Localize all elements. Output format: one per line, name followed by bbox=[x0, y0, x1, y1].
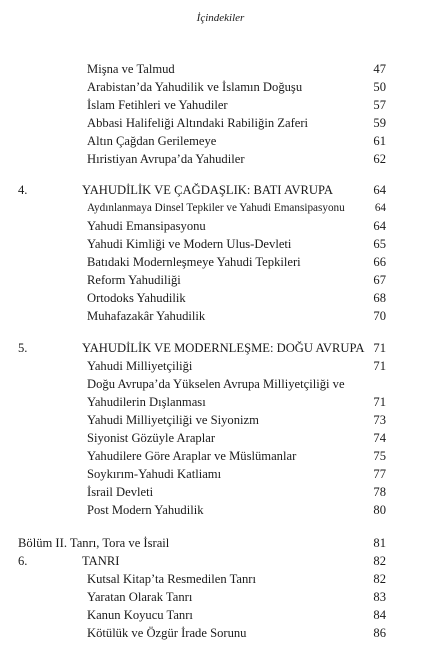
toc-entry bbox=[0, 97, 441, 114]
entry-page: 83 bbox=[373, 590, 386, 604]
toc-entry bbox=[0, 115, 441, 132]
chapter-title: TANRI bbox=[82, 554, 120, 568]
entry-title: Kötülük ve Özgür İrade Sorunu bbox=[87, 626, 247, 640]
toc-entry bbox=[0, 607, 441, 624]
entry-page: 57 bbox=[373, 98, 386, 112]
entry-title: Yahudi Emansipasyonu bbox=[87, 219, 206, 233]
toc-entry bbox=[0, 448, 441, 465]
toc-chapter bbox=[0, 340, 441, 357]
entry-page: 64 bbox=[374, 202, 386, 214]
entry-page: 66 bbox=[373, 255, 386, 269]
entry-page: 86 bbox=[373, 626, 386, 640]
entry-title: Post Modern Yahudilik bbox=[87, 503, 204, 517]
entry-title: Mişna ve Talmud bbox=[87, 62, 175, 76]
entry-title: Arabistan’da Yahudilik ve İslamın Doğuşu bbox=[87, 80, 303, 94]
entry-title: Hıristiyan Avrupa’da Yahudiler bbox=[87, 152, 245, 166]
entry-title: Ortodoks Yahudilik bbox=[87, 291, 186, 305]
entry-page: 64 bbox=[373, 183, 386, 197]
entry-page: 80 bbox=[373, 503, 386, 517]
entry-page: 82 bbox=[373, 554, 386, 568]
entry-page: 50 bbox=[373, 80, 386, 94]
chapter-title: YAHUDİLİK VE MODERNLEŞME: DOĞU AVRUPA bbox=[82, 341, 365, 355]
chapter-number: 5. bbox=[18, 341, 28, 355]
toc-entry bbox=[0, 430, 441, 447]
entry-page: 71 bbox=[373, 341, 386, 355]
entry-page: 71 bbox=[373, 395, 386, 409]
entry-page: 70 bbox=[373, 309, 386, 323]
entry-title: Kutsal Kitap’ta Resmedilen Tanrı bbox=[87, 572, 256, 586]
entry-title: Reform Yahudiliği bbox=[87, 273, 181, 287]
toc-entry bbox=[0, 133, 441, 150]
entry-page: 64 bbox=[373, 219, 386, 233]
entry-title: Kanun Koyucu Tanrı bbox=[87, 608, 193, 622]
entry-page: 82 bbox=[373, 572, 386, 586]
entry-page: 62 bbox=[373, 152, 386, 166]
entry-page: 78 bbox=[373, 485, 386, 499]
entry-title: Yahudi Milliyetçiliği ve Siyonizm bbox=[87, 413, 259, 427]
entry-page: 65 bbox=[373, 237, 386, 251]
entry-page: 71 bbox=[373, 359, 386, 373]
entry-page: 73 bbox=[373, 413, 386, 427]
entry-title: Yahudi Kimliği ve Modern Ulus-Devleti bbox=[87, 237, 292, 251]
part-title: Bölüm II. Tanrı, Tora ve İsrail bbox=[18, 536, 170, 550]
toc-entry bbox=[0, 466, 441, 483]
toc-entry bbox=[0, 394, 441, 411]
toc-entry bbox=[0, 625, 441, 642]
toc-entry bbox=[0, 254, 441, 271]
toc-entry bbox=[0, 151, 441, 168]
entry-title: Yahudi Milliyetçiliği bbox=[87, 359, 193, 373]
toc-entry bbox=[0, 200, 441, 217]
toc-entry bbox=[0, 61, 441, 78]
toc-entry bbox=[0, 589, 441, 606]
chapter-number: 4. bbox=[18, 183, 28, 197]
toc-part bbox=[0, 535, 441, 552]
entry-title: Yahudilerin Dışlanması bbox=[87, 395, 206, 409]
entry-title: Aydınlanmaya Dinsel Tepkiler ve Yahudi Emansipasyonu bbox=[87, 202, 345, 214]
entry-title: Siyonist Gözüyle Araplar bbox=[87, 431, 216, 445]
entry-title: Yaratan Olarak Tanrı bbox=[87, 590, 193, 604]
chapter-title: YAHUDİLİK VE ÇAĞDAŞLIK: BATI AVRUPA bbox=[82, 183, 333, 197]
toc-chapter bbox=[0, 553, 441, 570]
entry-title: Soykırım-Yahudi Katliamı bbox=[87, 467, 222, 481]
toc-entry bbox=[0, 79, 441, 96]
entry-title: Muhafazakâr Yahudilik bbox=[87, 309, 206, 323]
entry-title: Yahudilere Göre Araplar ve Müslümanlar bbox=[87, 449, 297, 463]
toc-entry bbox=[0, 571, 441, 588]
entry-page: 61 bbox=[373, 134, 386, 148]
toc-entry bbox=[0, 218, 441, 235]
toc-entry bbox=[0, 484, 441, 501]
toc-entry bbox=[0, 376, 441, 393]
toc-entry bbox=[0, 290, 441, 307]
entry-page: 74 bbox=[373, 431, 386, 445]
entry-title: İsrail Devleti bbox=[87, 485, 154, 499]
toc-chapter bbox=[0, 182, 441, 199]
entry-title: Abbasi Halifeliği Altındaki Rabiliğin Zaferi bbox=[87, 116, 309, 130]
toc-entry bbox=[0, 358, 441, 375]
entry-page: 67 bbox=[373, 273, 386, 287]
running-header: İçindekiler bbox=[196, 12, 245, 24]
entry-title: İslam Fetihleri ve Yahudiler bbox=[87, 98, 228, 112]
entry-page: 59 bbox=[373, 116, 386, 130]
entry-page: 68 bbox=[373, 291, 386, 305]
chapter-number: 6. bbox=[18, 554, 28, 568]
entry-title: Altın Çağdan Gerilemeye bbox=[87, 134, 217, 148]
toc-entry bbox=[0, 236, 441, 253]
entry-page: 77 bbox=[373, 467, 386, 481]
entry-page: 84 bbox=[373, 608, 386, 622]
entry-page: 81 bbox=[373, 536, 386, 550]
toc-entry bbox=[0, 272, 441, 289]
entry-page: 75 bbox=[373, 449, 386, 463]
entry-page: 47 bbox=[373, 62, 386, 76]
toc-entry bbox=[0, 502, 441, 519]
entry-title: Doğu Avrupa’da Yükselen Avrupa Milliyetçiliği ve bbox=[87, 377, 345, 391]
toc-entry bbox=[0, 308, 441, 325]
entry-title: Batıdaki Modernleşmeye Yahudi Tepkileri bbox=[87, 255, 301, 269]
toc-entry bbox=[0, 412, 441, 429]
